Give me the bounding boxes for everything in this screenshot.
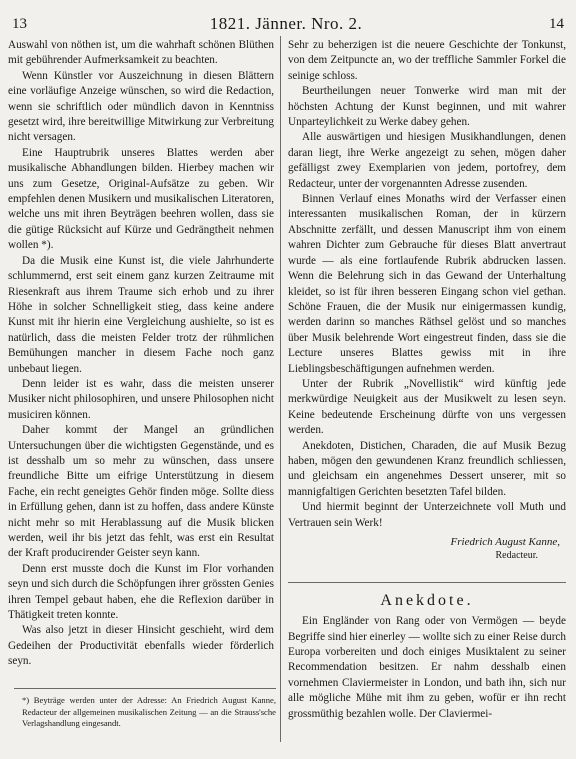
paragraph: Ein Engländer von Rang oder von Vermögen — beyde Begriffe sind hier einerley — wollte sich zu einer Reise durch Europa vorbereiten und doch einiges Musiktalent zu seiner Recommendation besitzen. Er nahm desshalb einen vornehmen Claviermeister in London, und bath ihn, sich nur alle mögliche Mühe mit ihm zu geben, wofür er ihn recht grossmüthig bezahlen wolle. Der Claviermei- — [288, 615, 566, 720]
paragraph: Beurtheilungen neuer Tonwerke wird man mit der höchsten Achtung der Kunst beginnen, und mit wahrer Unparteylichkeit zu Werke dabey gehen. — [288, 85, 566, 129]
column-divider — [280, 36, 281, 742]
running-title: 1821. Jänner. Nro. 2. — [209, 14, 363, 33]
paragraph: Sehr zu beherzigen ist die neuere Geschichte der Tonkunst, von dem Zeitpuncte an, wo der treffliche Sammler Forkel die seinige schloss. — [288, 39, 566, 82]
page-number-left: 13 — [12, 16, 27, 32]
paragraph: Denn leider ist es wahr, dass die meisten unserer Musiker nicht philosophiren, und unsere Philosophen nicht musiciren können. — [8, 377, 274, 421]
footnote — [22, 695, 276, 730]
paragraph: Anekdoten, Distichen, Charaden, die auf Musik Bezug haben, mögen den gewundenen Kranz freundlich schliessen, und gleichsam ein angenehmes Dessert unserer, mit so mannigfaltigen Gerichten besetzten Tafel bilden. — [288, 439, 566, 498]
paragraph: Alle auswärtigen und hiesigen Musikhandlungen, denen daran liegt, ihre Werke angezeigt zu sehen, mögen daher gefälligst zwey Exemplarien von jedem, portofrey, dem Redacteur, unter der vorgenannten Adresse zusenden. — [288, 131, 566, 190]
section-separator — [288, 582, 566, 583]
paragraph: Denn erst musste doch die Kunst im Flor vorhanden seyn und sich durch die Schöpfungen ihrer grössten Genies ihren Tempel gebaut haben, ehe die Reflexion darüber in Thätigkeit treten konnte. — [8, 562, 274, 622]
section-title: Anekdote. — [380, 591, 474, 609]
paragraph: Eine Hauptrubrik unseres Blattes werden aber musikalische Abhandlungen bilden. Hierbey machen wir uns zum Gesetze, Original-Aufsätze zu geben. Wir empfehlen denen Musikern und musikalischen Literatoren, welche uns mit ihren Beyträgen beehren wollen, dass sie die gütige Rücksicht auf Kürze und Gedrängtheit nehmen wollen *). — [8, 146, 274, 252]
signature-name: Friedrich August Kanne, — [450, 536, 560, 548]
page-number-right: 14 — [549, 16, 564, 32]
page-header — [6, 14, 566, 36]
left-column — [8, 38, 274, 670]
paragraph: Binnen Verlauf eines Monaths wird der Verfasser einen interessanten musikalischen Roman, der in kürzern Abschnitte zerfällt, und dessen Manuscript ihm von einem wahren Dichter zum Gebrauche für dieses Blatt anvertraut wurde — als eine fortlaufende Rubrik abdrucken lassen. Wenn die Belehrung sich in das Gewand der Unterhaltung kleidet, so ist für ihren besseren Eingang schon viel gethan. Schöne Frauen, die der Musik nur einigermassen kundig, werden darinn so manches Räthsel gelöst und so manches über Musik belehrende Wort eingestreut finden, dass sie die Lecture unseres Blattes gewiss mit in ihre Lieblingsbeschäftigungen aufnehmen werden. — [288, 193, 566, 375]
footnote-text: *) Beyträge werden unter der Adresse: An Friedrich August Kanne, Redacteur der allgemeinen musikalischen Zeitung — an die Strauss'sche Verlagshandlung eingesandt. — [22, 695, 276, 729]
paragraph: Und hiermit beginnt der Unterzeichnete voll Muth und Vertrauen sein Werk! — [288, 501, 566, 529]
footnote-rule — [14, 688, 276, 689]
paragraph: Wenn Künstler vor Auszeichnung in diesen Blättern eine vorläufige Anzeige wünschen, so wird die Redaction, wenn sie schriftlich oder mündlich davon in Kenntniss gesetzt wird, ihre bereitwillige Mitwirkung zur Verbreitung nicht versagen. — [8, 69, 274, 144]
signature-role: Redacteur. — [495, 550, 538, 562]
paragraph: Da die Musik eine Kunst ist, die viele Jahrhunderte schlummernd, erst seit einem ganz kurzen Zeitraume mit Riesenkraft aus ihrem Traume sich erhob und zu ihrer Höhe in solcher Schnelligkeit stieg, dass keine andere Kunst mit ihr hierin eine Vergleichung aushielte, so ist es natürlich, dass die meisten Felder trotz der rühmlichen Bemühungen mancher in diesem Fache noch ganz unbebaut liegen. — [8, 254, 274, 375]
right-column — [288, 38, 566, 722]
paragraph: Was also jetzt in dieser Hinsicht geschieht, wird dem Gedeihen der Productivität ebenfalls wieder förderlich seyn. — [8, 624, 274, 668]
paragraph: Daher kommt der Mangel an gründlichen Untersuchungen über die wichtigsten Gegenstände, und es ist desshalb um so mehr zu wünschen, dass unsere freundliche Bitte um eifrige Unterstützung in diesem Fache, ein recht geneigtes Gehör finden möge. Sollte diess in Erfüllung gehen, dann ist zu hoffen, dass andere Künste nicht mehr so mit Herablassung auf die Musik blicken werden, weil ihr bis jetzt das fehlt, was erst ein Resultat der Kraft producirender Geister seyn kann. — [8, 424, 274, 560]
paragraph: Unter der Rubrik „Novellistik“ wird künftig jede merkwürdige Neuigkeit aus der Musikwelt zu lesen seyn. Keine bedeutende Erscheinung dürfte von uns vergessen werden. — [288, 377, 566, 437]
paragraph: Auswahl von nöthen ist, um die wahrhaft schönen Blüthen mit gebührender Aufmerksamkeit zu beachten. — [8, 39, 274, 67]
